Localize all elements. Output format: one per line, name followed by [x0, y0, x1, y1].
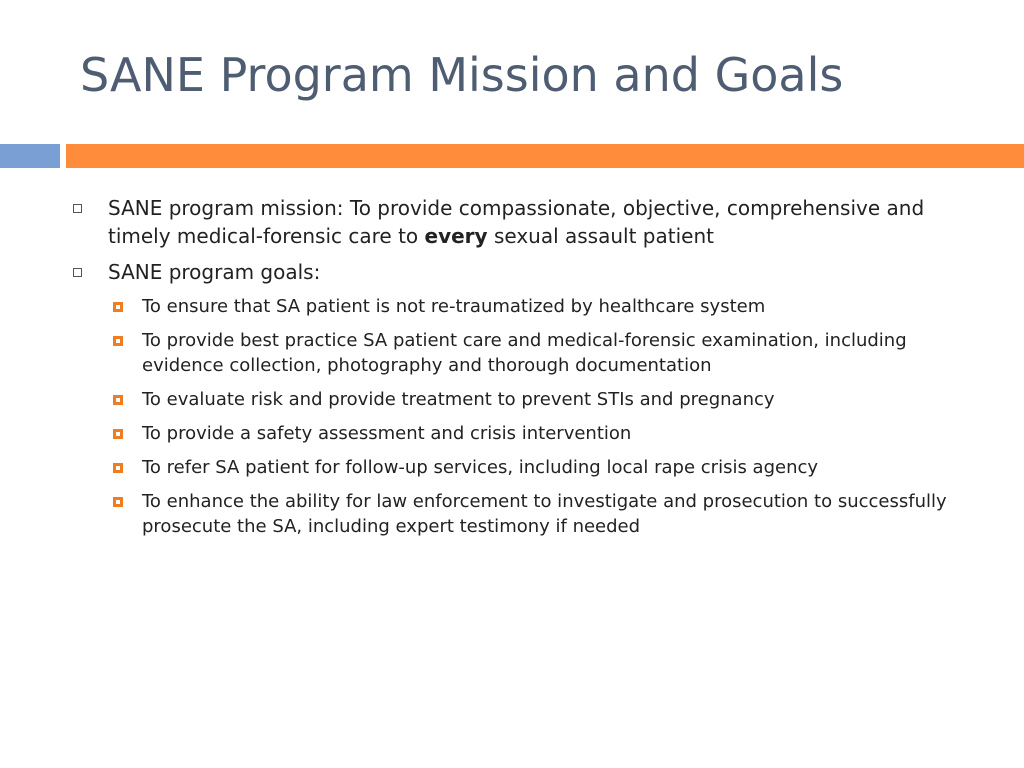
bullet-goals: [70, 258, 970, 286]
goal-item: [70, 294, 970, 319]
goals-heading: SANE program goals:: [108, 260, 321, 284]
bullet-mission: [70, 194, 970, 250]
slide-content: [70, 194, 970, 548]
goal-text: To provide best practice SA patient care and medical-forensic examination, including evidence collection, photography and thorough documentation: [142, 330, 907, 376]
mission-text-post: sexual assault patient: [487, 224, 714, 248]
goal-item: [70, 455, 970, 480]
hollow-square-bullet-icon: [73, 268, 82, 277]
orange-square-bullet-icon: [113, 463, 123, 473]
goal-text: To enhance the ability for law enforcement to investigate and prosecution to successfully prosecute the SA, including expert testimony if needed: [142, 491, 947, 537]
goal-item: [70, 421, 970, 446]
goal-text: To evaluate risk and provide treatment to prevent STIs and pregnancy: [142, 389, 775, 410]
goal-text: To provide a safety assessment and crisis intervention: [142, 423, 632, 444]
mission-text-pre: SANE program mission: To provide compassionate, objective, comprehensive and timely medical-forensic care to: [108, 196, 925, 248]
goal-text: To ensure that SA patient is not re-traumatized by healthcare system: [142, 296, 766, 317]
mission-text-emphasis: every: [424, 224, 488, 248]
goal-item: [70, 328, 970, 378]
orange-square-bullet-icon: [113, 395, 123, 405]
goals-list: [70, 294, 970, 539]
accent-bar-orange: [66, 144, 1024, 168]
orange-square-bullet-icon: [113, 302, 123, 312]
orange-square-bullet-icon: [113, 497, 123, 507]
orange-square-bullet-icon: [113, 429, 123, 439]
orange-square-bullet-icon: [113, 336, 123, 346]
goal-item: [70, 387, 970, 412]
goal-item: [70, 489, 970, 539]
slide-title: SANE Program Mission and Goals: [80, 48, 844, 102]
goal-text: To refer SA patient for follow-up services, including local rape crisis agency: [142, 457, 819, 478]
hollow-square-bullet-icon: [73, 204, 82, 213]
accent-bar-blue: [0, 144, 60, 168]
